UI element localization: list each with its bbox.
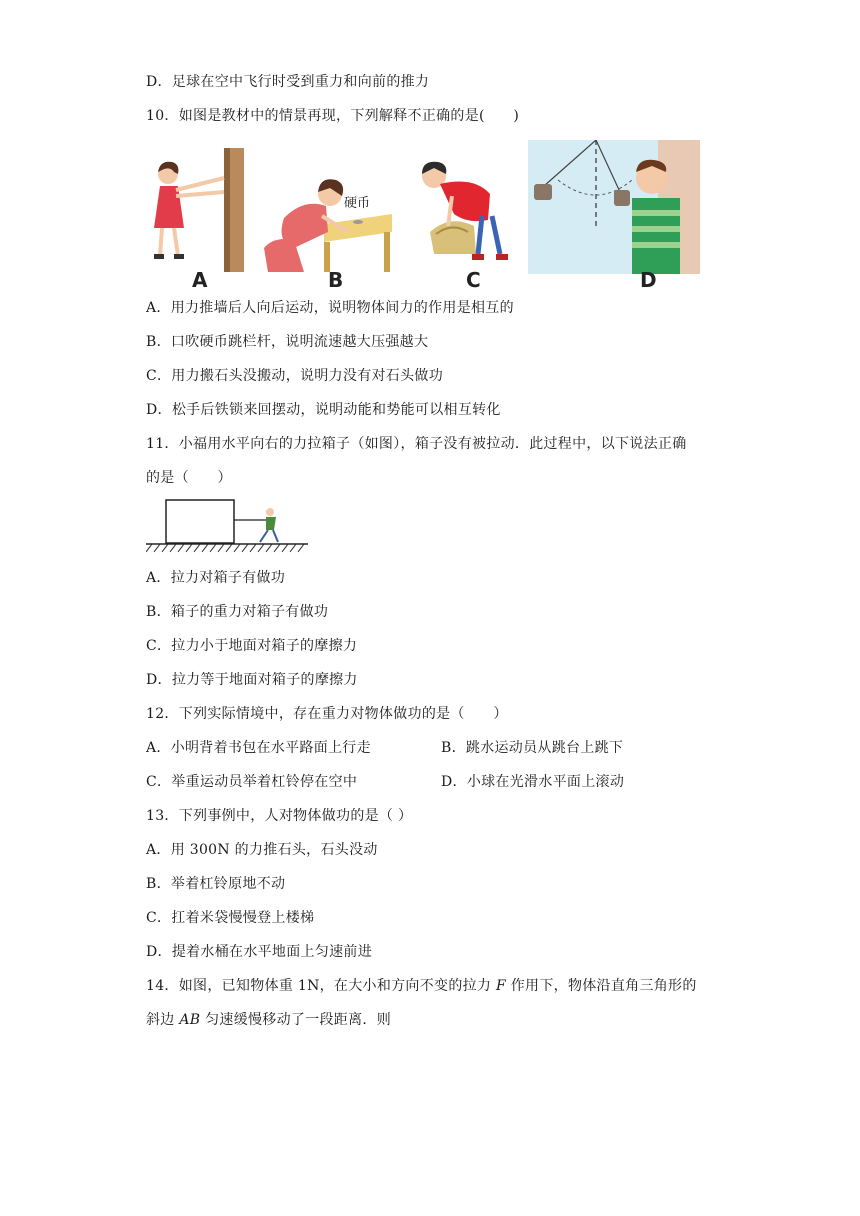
- q11-box-pull-figure: [146, 498, 310, 554]
- q10-figure: [146, 140, 706, 292]
- q11-option-a: A．拉力对箱子有做功: [146, 570, 286, 586]
- q10-stem: 10．如图是教材中的情景再现，下列解释不正确的是( ): [146, 108, 520, 124]
- q11-option-c: C．拉力小于地面对箱子的摩擦力: [146, 638, 358, 654]
- q12-option-a: A．小明背着书包在水平路面上行走: [146, 740, 371, 756]
- scene-a-label: A: [192, 268, 208, 292]
- q13-option-a: A．用 300N 的力推石头，石头没动: [146, 842, 378, 858]
- q12-option-c: C．举重运动员举着杠铃停在空中: [146, 774, 358, 790]
- q13-option-d: D．提着水桶在水平地面上匀速前进: [146, 944, 373, 960]
- q13-option-b: B．举着杠铃原地不动: [146, 876, 286, 892]
- q14-stem-part-a: 14．如图，已知物体重 1N，在大小和方向不变的拉力: [146, 978, 496, 994]
- scene-c-label: C: [466, 268, 481, 292]
- q11-option-d: D．拉力等于地面对箱子的摩擦力: [146, 672, 358, 688]
- scene-c-lift-stone-illustration: [404, 154, 522, 272]
- q13-option-c: C．扛着米袋慢慢登上楼梯: [146, 910, 315, 926]
- scene-b-blow-coin-illustration: [264, 162, 392, 272]
- q14-stem-line2: [146, 1010, 391, 1030]
- q14-stem-line1: [146, 976, 697, 996]
- q11-stem-line1: 11．小福用水平向右的力拉箱子（如图），箱子没有被拉动．此过程中，以下说法正确: [146, 436, 687, 452]
- q14-force-symbol: F: [495, 978, 506, 994]
- q12-option-b: B．跳水运动员从跳台上跳下: [441, 740, 624, 756]
- q9-option-d: D．足球在空中飞行时受到重力和向前的推力: [146, 74, 430, 90]
- scene-d-pendulum-illustration: [528, 140, 700, 274]
- q10-option-b: B．口吹硬币跳栏杆，说明流速越大压强越大: [146, 334, 429, 350]
- q10-option-d: D．松手后铁锁来回摆动，说明动能和势能可以相互转化: [146, 402, 501, 418]
- q14-stem-part-b: 作用下，物体沿直角三角形的: [506, 978, 697, 994]
- q14-line2-part-a: 斜边: [146, 1012, 180, 1028]
- scene-d-label: D: [640, 268, 657, 292]
- q11-stem-line2: 的是（ ）: [146, 470, 232, 486]
- q14-line2-part-b: 匀速缓慢移动了一段距离．则: [200, 1012, 392, 1028]
- q13-stem: 13．下列事例中，人对物体做功的是（ ）: [146, 808, 413, 824]
- q10-option-a: A．用力推墙后人向后运动，说明物体间力的作用是相互的: [146, 300, 514, 316]
- q10-option-c: C．用力搬石头没搬动，说明力没有对石头做功: [146, 368, 444, 384]
- scene-b-label: B: [328, 268, 344, 292]
- q12-stem: 12．下列实际情境中，存在重力对物体做功的是（ ）: [146, 706, 508, 722]
- q11-option-b: B．箱子的重力对箱子有做功: [146, 604, 329, 620]
- q12-option-d: D．小球在光滑水平面上滚动: [441, 774, 625, 790]
- coin-label: 硬币: [344, 196, 371, 211]
- scene-a-push-wall-illustration: [146, 148, 246, 272]
- q14-hypotenuse-symbol: AB: [179, 1012, 201, 1028]
